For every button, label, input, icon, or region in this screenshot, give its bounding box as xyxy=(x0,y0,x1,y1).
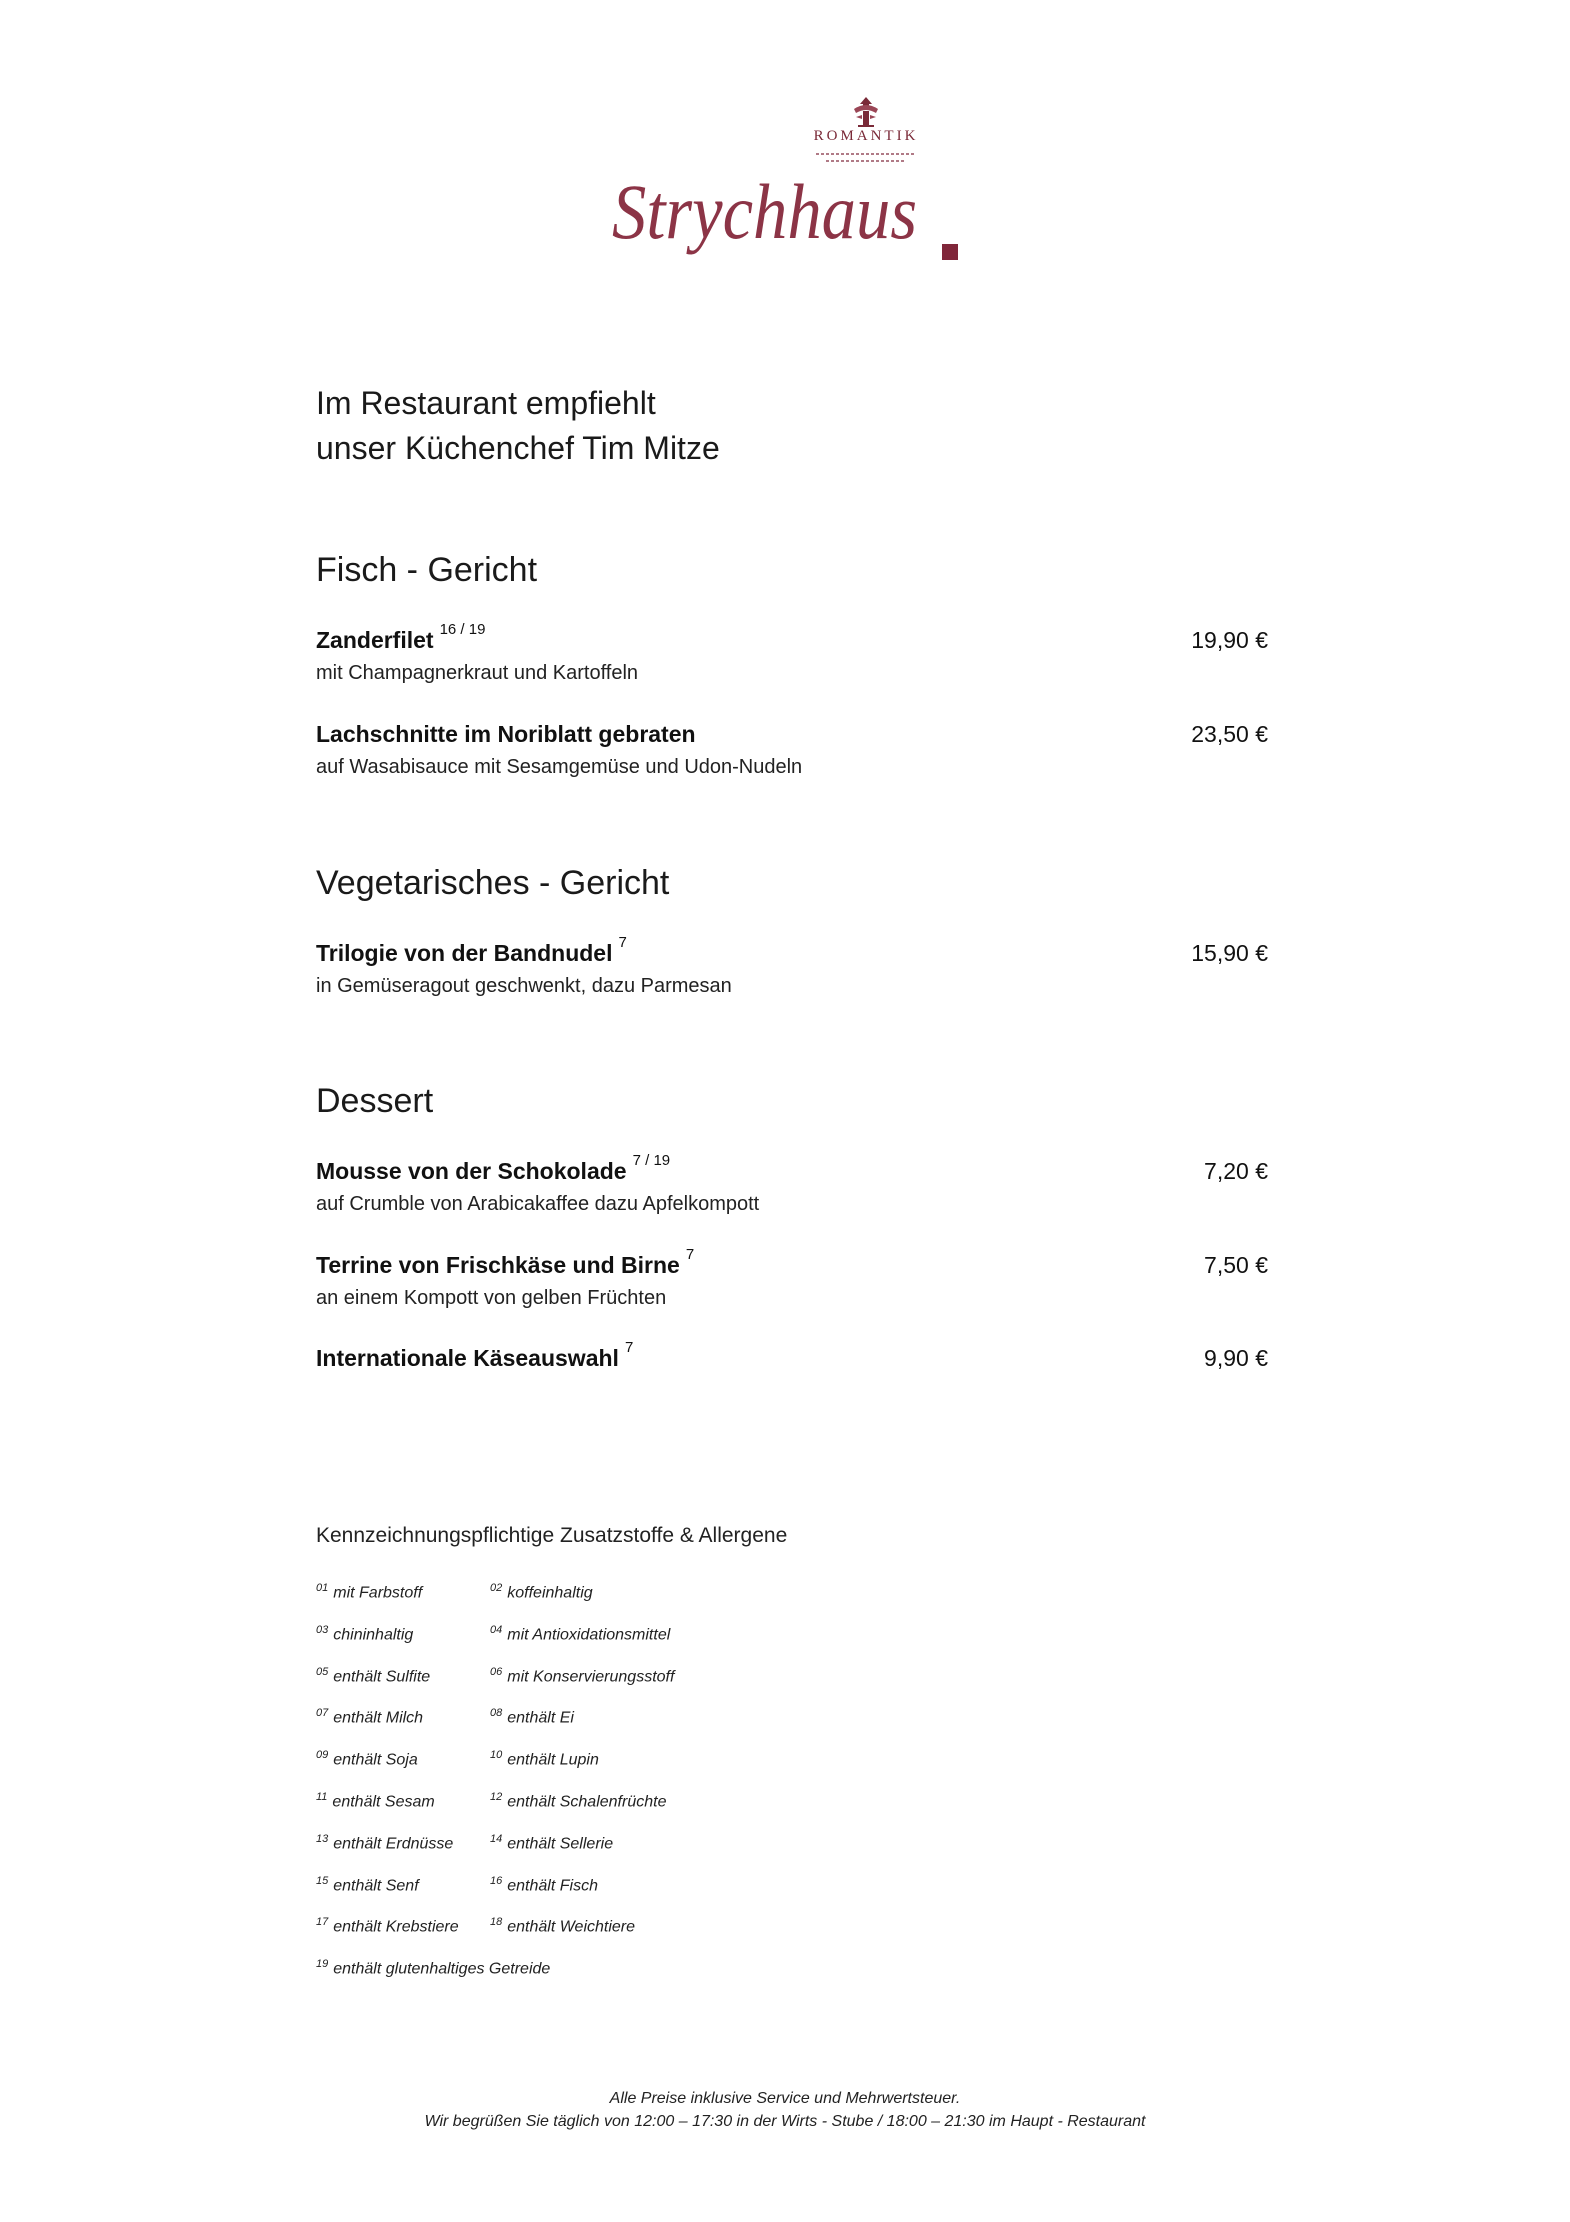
dish-description: an einem Kompott von gelben Früchten xyxy=(316,1287,667,1309)
intro-line-2: unser Küchenchef Tim Mitze xyxy=(316,430,720,466)
dish-price: 9,90 € xyxy=(1204,1345,1268,1371)
dish-item xyxy=(316,1152,1268,1218)
dish-name: Trilogie von der Bandnudel xyxy=(316,940,613,966)
dish-allergen-codes: 16 / 19 xyxy=(439,621,486,638)
dish-item xyxy=(316,721,1268,781)
section-title-fish: Fisch - Gericht xyxy=(316,551,538,589)
allergen-item: $^{03}$ chininhaltig xyxy=(316,1623,414,1644)
allergen-item: $^{01}$ mit Farbstoff xyxy=(316,1582,423,1602)
dish-price: 23,50 € xyxy=(1191,721,1268,747)
dish-name: Terrine von Frischkäse und Birne xyxy=(316,1252,680,1278)
logo-romantik-label: ROMANTIK xyxy=(813,128,919,144)
dish-price: 15,90 € xyxy=(1191,940,1268,966)
allergen-item: $^{14}$ enthält Sellerie xyxy=(490,1832,614,1853)
allergen-item: $^{04}$ mit Antioxidationsmittel xyxy=(490,1623,671,1644)
allergen-item: $^{15}$ enthält Senf xyxy=(316,1874,419,1894)
allergen-legend-title: Kennzeichnungspflichtige Zusatzstoffe & Allergene xyxy=(316,1524,788,1547)
logo-script-wordmark: Strychhaus xyxy=(612,168,918,255)
allergen-item: $^{17}$ enthält Krebstiere xyxy=(316,1916,459,1936)
footer-price-note: Alle Preise inklusive Service und Mehrwertsteuer. xyxy=(609,2090,961,2107)
dish-allergen-codes: 7 xyxy=(618,934,627,951)
intro-heading xyxy=(316,381,720,471)
dish-price: 7,20 € xyxy=(1204,1158,1268,1184)
allergen-item: $^{16}$ enthält Fisch xyxy=(490,1874,598,1894)
allergen-item: $^{18}$ enthält Weichtiere xyxy=(490,1916,636,1936)
allergen-item: $^{06}$ mit Konservierungsstoff xyxy=(490,1665,675,1685)
dish-allergen-codes: 7 xyxy=(685,1246,695,1263)
dish-allergen-codes: 7 xyxy=(624,1339,634,1356)
dish-description: auf Wasabisauce mit Sesamgemüse und Udon-Nudeln xyxy=(316,756,803,778)
dish-item xyxy=(316,621,1268,687)
romantik-emblem-icon xyxy=(848,95,884,129)
dish-name: Internationale Käseauswahl xyxy=(316,1345,619,1371)
dish-price: 19,90 € xyxy=(1191,627,1268,653)
dish-description: auf Crumble von Arabicakaffee dazu Apfelkompott xyxy=(316,1193,760,1215)
dish-description: mit Champagnerkraut und Kartoffeln xyxy=(316,662,639,684)
dish-item xyxy=(316,934,1268,1000)
dish-description: in Gemüseragout geschwenkt, dazu Parmesan xyxy=(316,975,732,997)
allergen-legend xyxy=(316,1582,710,2000)
allergen-item: $^{07}$ enthält Milch xyxy=(316,1707,424,1727)
section-title-vegetarian: Vegetarisches - Gericht xyxy=(316,864,670,902)
dish-item xyxy=(316,1246,1268,1312)
allergen-item: $^{10}$ enthält Lupin xyxy=(490,1749,599,1769)
dish-name: Lachschnitte im Noriblatt gebraten xyxy=(316,721,696,747)
allergen-item: $^{13}$ enthält Erdnüsse xyxy=(316,1832,454,1853)
restaurant-logo xyxy=(600,95,980,295)
dish-price: 7,50 € xyxy=(1204,1252,1268,1278)
allergen-item: $^{05}$ enthält Sulfite xyxy=(316,1665,431,1685)
allergen-item: $^{11}$ enthält Sesam xyxy=(316,1790,435,1811)
allergen-item: $^{12}$ enthält Schalenfrüchte xyxy=(490,1790,667,1811)
intro-line-1: Im Restaurant empfiehlt xyxy=(316,385,656,421)
footer-opening-hours: Wir begrüßen Sie täglich von 12:00 – 17:30 in der Wirts - Stube / 18:00 – 21:30 im Haupt - Restaurant xyxy=(424,2113,1146,2130)
dish-name: Zanderfilet xyxy=(316,627,434,653)
dish-name: Mousse von der Schokolade xyxy=(316,1158,627,1184)
dish-item xyxy=(316,1339,1268,1405)
section-title-dessert: Dessert xyxy=(316,1082,434,1120)
logo-square-mark xyxy=(942,244,958,260)
allergen-item: $^{08}$ enthält Ei xyxy=(490,1707,574,1727)
dish-allergen-codes: 7 / 19 xyxy=(632,1152,671,1169)
allergen-item: $^{09}$ enthält Soja xyxy=(316,1749,418,1769)
logo-fine-print xyxy=(812,150,920,166)
allergen-item: $^{02}$ koffeinhaltig xyxy=(490,1582,593,1602)
allergen-item: $^{19}$ enthält glutenhaltiges Getreide xyxy=(316,1958,551,1978)
